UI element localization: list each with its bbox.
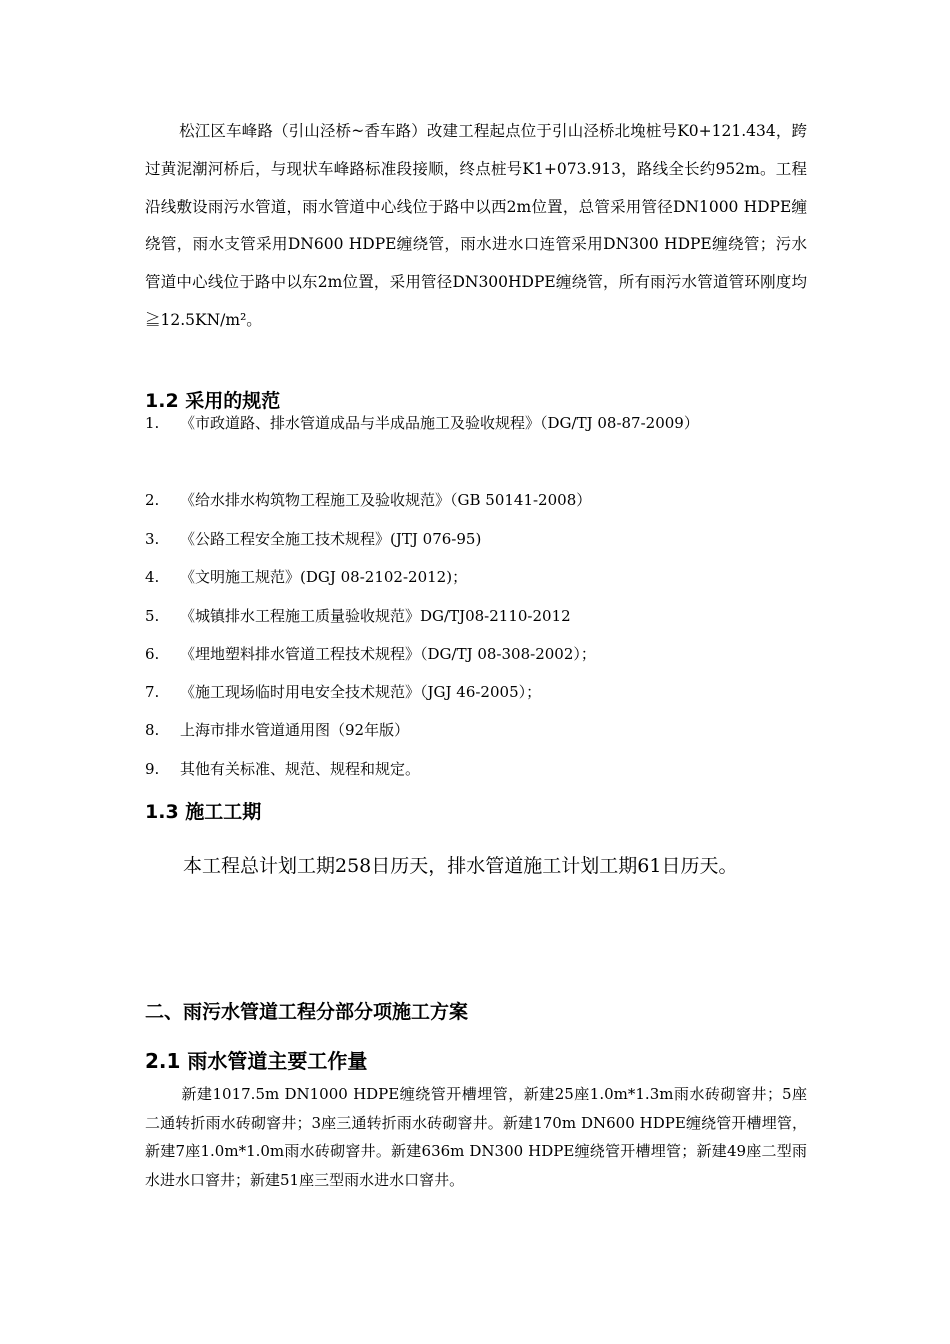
chapter-2-heading: 二、雨污水管道工程分部分项施工方案	[145, 1001, 469, 1023]
list-item-number: 2.	[145, 491, 160, 509]
list-item-text: 《施工现场临时用电安全技术规范》（JGJ 46-2005）；	[180, 683, 542, 701]
list-item-text: 《文明施工规范》(DGJ 08-2102-2012)；	[180, 568, 468, 586]
list-item-number: 5.	[145, 607, 160, 625]
list-item-number: 1.	[145, 414, 160, 432]
list-item	[145, 641, 810, 668]
list-item-number: 3.	[145, 530, 160, 548]
list-item	[145, 410, 810, 437]
list-item	[145, 564, 810, 591]
workload-paragraph	[145, 1080, 807, 1194]
schedule-paragraph-text: 本工程总计划工期258日历天，排水管道施工计划工期61日历天。	[183, 855, 738, 877]
list-item	[145, 756, 810, 783]
list-item	[145, 603, 810, 630]
intro-paragraph	[145, 113, 807, 340]
list-item-text: 其他有关标准、规范、规程和规定。	[180, 760, 421, 778]
list-item-text: 《城镇排水工程施工质量验收规范》DG/TJ08-2110-2012	[180, 607, 571, 625]
workload-paragraph-text: 新建1017.5m DN1000 HDPE缠绕管开槽埋管，新建25座1.0m*1.3m雨水砖砌窨井；5座二通转折雨水砖砌窨井；3座三通转折雨水砖砌窨井。新建170m DN600 HDPE缠绕管开槽埋管，新建7座1.0m*1.0m雨水砖砌窨井。新建636m DN300 HDPE缠绕管开槽埋管；新建49座二型雨水进水口窨井；新建51座三型雨水进水口窨井。	[145, 1085, 807, 1189]
list-item-text: 《给水排水构筑物工程施工及验收规范》（GB 50141-2008）	[180, 491, 592, 509]
list-item-number: 4.	[145, 568, 160, 586]
list-item-number: 9.	[145, 760, 160, 778]
section-2-1-heading: 2.1 雨水管道主要工作量	[145, 1049, 368, 1073]
list-item	[145, 526, 810, 553]
list-item-text: 《市政道路、排水管道成品与半成品施工及验收规程》（DG/TJ 08-87-2009）	[180, 414, 699, 432]
list-item-text: 《埋地塑料排水管道工程技术规程》（DG/TJ 08-308-2002）；	[180, 645, 596, 663]
list-item	[145, 487, 810, 514]
list-item	[145, 717, 810, 744]
schedule-paragraph	[145, 842, 810, 890]
section-1-2-heading: 1.2 采用的规范	[145, 390, 281, 412]
list-item-number: 7.	[145, 683, 160, 701]
list-item-number: 6.	[145, 645, 160, 663]
list-item-text: 上海市排水管道通用图（92年版）	[180, 721, 410, 739]
section-1-3-heading: 1.3 施工工期	[145, 801, 262, 823]
list-item	[145, 679, 810, 706]
list-item-number: 8.	[145, 721, 160, 739]
intro-paragraph-text: 松江区车峰路（引山泾桥~香车路）改建工程起点位于引山泾桥北堍桩号K0+121.434，跨过黄泥潮河桥后，与现状车峰路标准段接顺，终点桩号K1+073.913，路线全长约952m。工程沿线敷设雨污水管道，雨水管道中心线位于路中以西2m位置，总管采用管径DN1000 HDPE缠绕管，雨水支管采用DN600 HDPE缠绕管，雨水进水口连管采用DN300 HDPE缠绕管；污水管道中心线位于路中以东2m位置，采用管径DN300HDPE缠绕管，所有雨污水管道管环刚度均≧12.5KN/m²。	[145, 122, 807, 329]
list-item-text: 《公路工程安全施工技术规程》(JTJ 076-95)	[180, 530, 482, 548]
